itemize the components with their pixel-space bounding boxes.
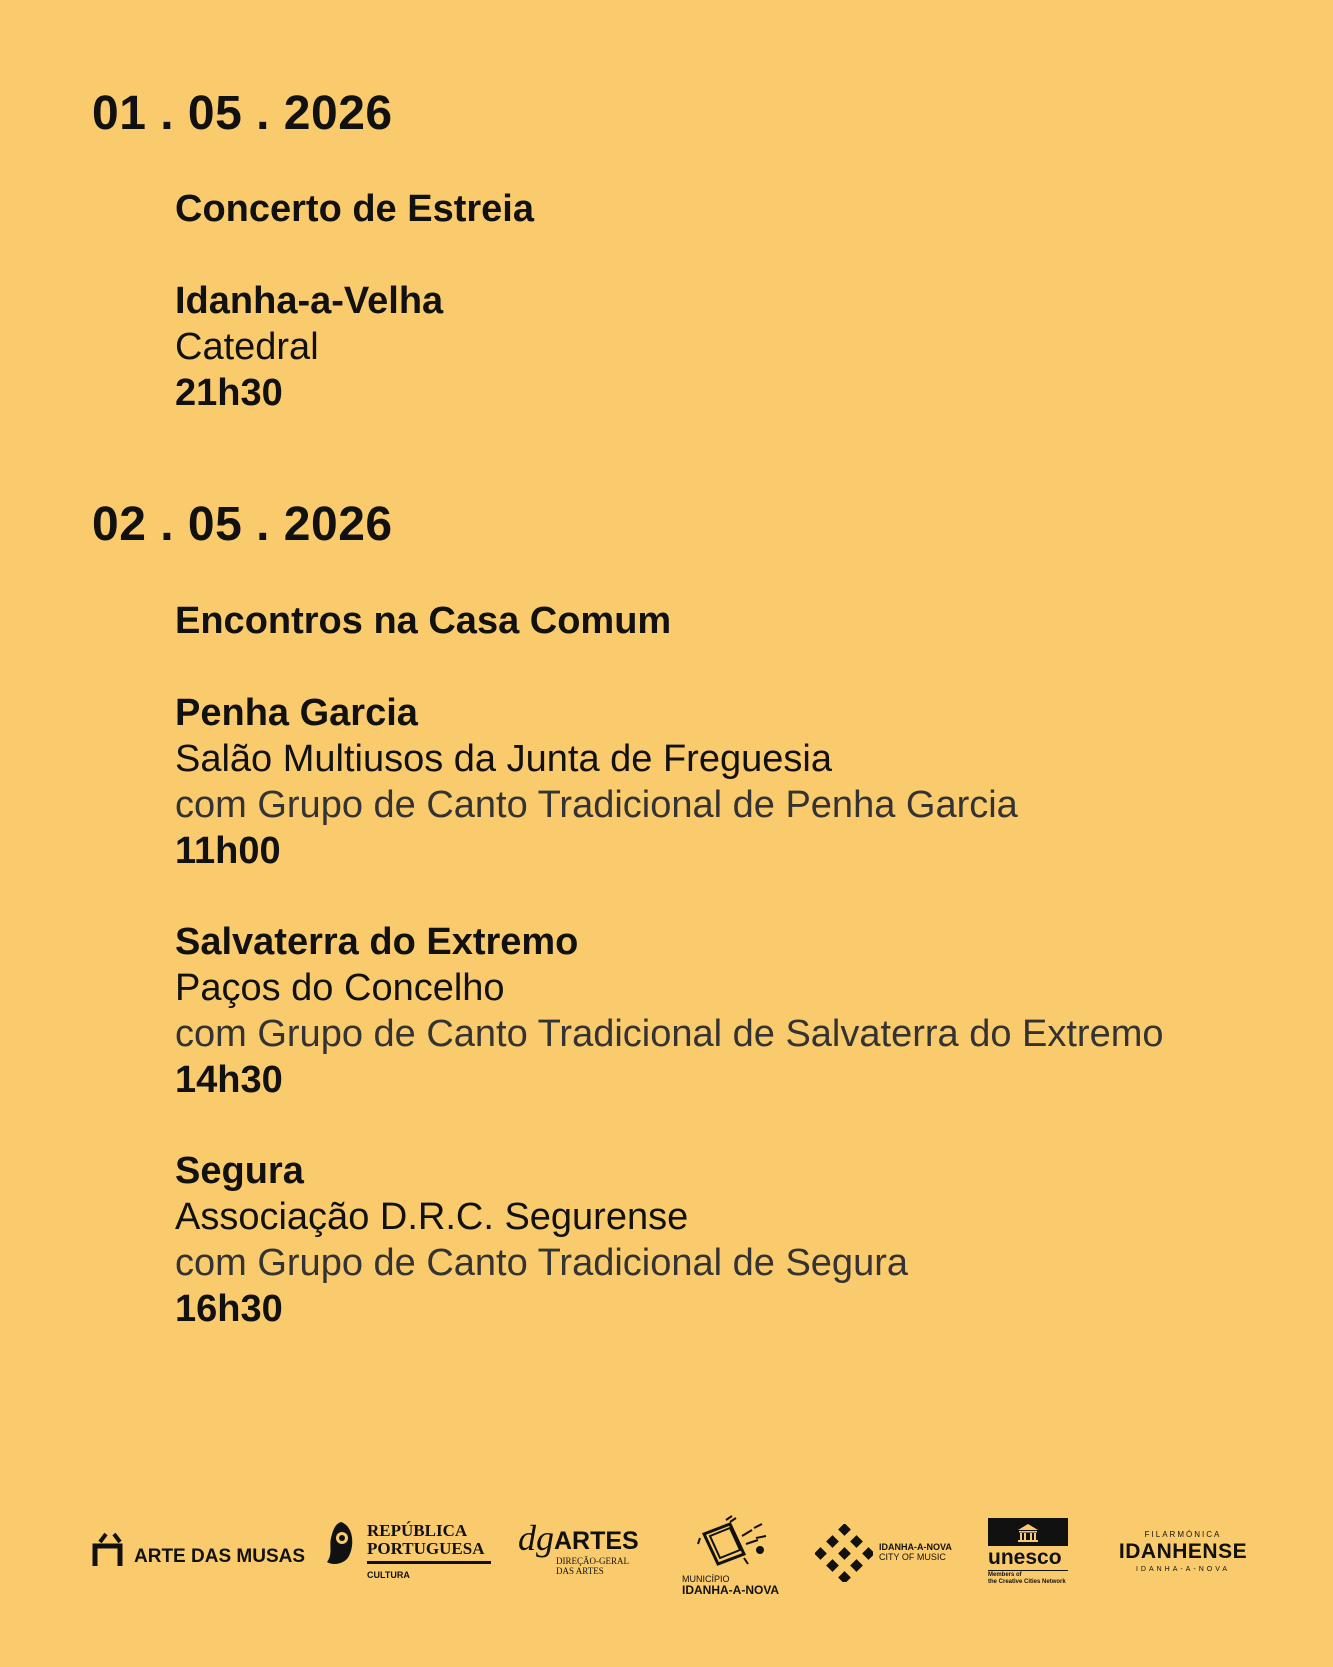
session-place: Penha Garcia (175, 692, 418, 734)
session-time: 21h30 (175, 372, 283, 414)
session-penha-garcia (175, 690, 1018, 874)
republica-portuguesa-logo (323, 1520, 493, 1586)
event-title: Concerto de Estreia (175, 188, 534, 230)
city-of-music-diamond-icon (815, 1524, 873, 1582)
municipio-idanha-logo (682, 1514, 792, 1597)
municipio-emblem-icon (696, 1514, 776, 1570)
unesco-sub1: Members of (988, 1572, 1022, 1578)
filarmonica-top: FILARMÓNICA (1144, 1530, 1222, 1539)
republica-divider (367, 1561, 491, 1564)
session-venue: Associação D.R.C. Segurense (175, 1196, 689, 1238)
arte-das-musas-logo (92, 1532, 306, 1572)
republica-emblem-icon (323, 1520, 357, 1566)
session-place: Salvaterra do Extremo (175, 921, 579, 963)
session-venue: Salão Multiusos da Junta de Freguesia (175, 738, 832, 780)
unesco-logo (988, 1518, 1078, 1590)
city-of-music-logo (815, 1524, 960, 1584)
arte-das-musas-icon (92, 1532, 126, 1568)
dgartes-sub1: DIREÇÃO-GERAL (556, 1556, 629, 1566)
republica-sub: CULTURA (367, 1570, 410, 1580)
session-group: com Grupo de Canto Tradicional de Penha Garcia (175, 784, 1018, 826)
unesco-sub2: the Creative Cities Network (988, 1579, 1066, 1585)
republica-line2: PORTUGUESA (367, 1539, 485, 1558)
session-time: 14h30 (175, 1059, 283, 1101)
session-place: Segura (175, 1150, 304, 1192)
unesco-divider (988, 1570, 1068, 1571)
unesco-text: unesco (988, 1546, 1062, 1569)
city-line2: CITY OF MUSIC (879, 1552, 946, 1562)
session-venue: Catedral (175, 326, 319, 368)
session-idanha-a-velha (175, 278, 443, 416)
filarmonica-main: IDANHENSE (1118, 1540, 1248, 1563)
session-time: 16h30 (175, 1288, 283, 1330)
session-group: com Grupo de Canto Tradicional de Segura (175, 1242, 908, 1284)
unesco-temple-icon (988, 1518, 1068, 1546)
arte-das-musas-text: ARTE DAS MUSAS (134, 1546, 306, 1567)
municipio-line1: MUNICÍPIO (682, 1574, 730, 1584)
sponsor-logos (0, 1500, 1333, 1600)
dgartes-sub2: DAS ARTES (556, 1566, 604, 1576)
dgartes-dg: dg (518, 1518, 554, 1558)
unesco-temple-block (988, 1518, 1068, 1546)
date-day2: 02 . 05 . 2026 (92, 498, 393, 551)
session-venue: Paços do Concelho (175, 967, 505, 1009)
event-day1 (175, 186, 534, 232)
republica-line1: REPÚBLICA (367, 1521, 468, 1540)
session-place: Idanha-a-Velha (175, 280, 444, 322)
event-title: Encontros na Casa Comum (175, 600, 672, 642)
dgartes-logo (518, 1520, 638, 1580)
municipio-line2: IDANHA-A-NOVA (682, 1583, 780, 1597)
dgartes-artes: ARTES (554, 1527, 639, 1555)
session-salvaterra (175, 919, 1164, 1103)
date-day1: 01 . 05 . 2026 (92, 87, 393, 140)
session-segura (175, 1148, 908, 1332)
session-time: 11h00 (175, 830, 281, 872)
event-day2 (175, 598, 671, 644)
filarmonica-idanhense-logo (1118, 1530, 1248, 1580)
city-line1: IDANHA-A-NOVA (879, 1542, 952, 1552)
filarmonica-bottom: IDANHA-A-NOVA (1135, 1566, 1231, 1573)
session-group: com Grupo de Canto Tradicional de Salvaterra do Extremo (175, 1013, 1164, 1055)
